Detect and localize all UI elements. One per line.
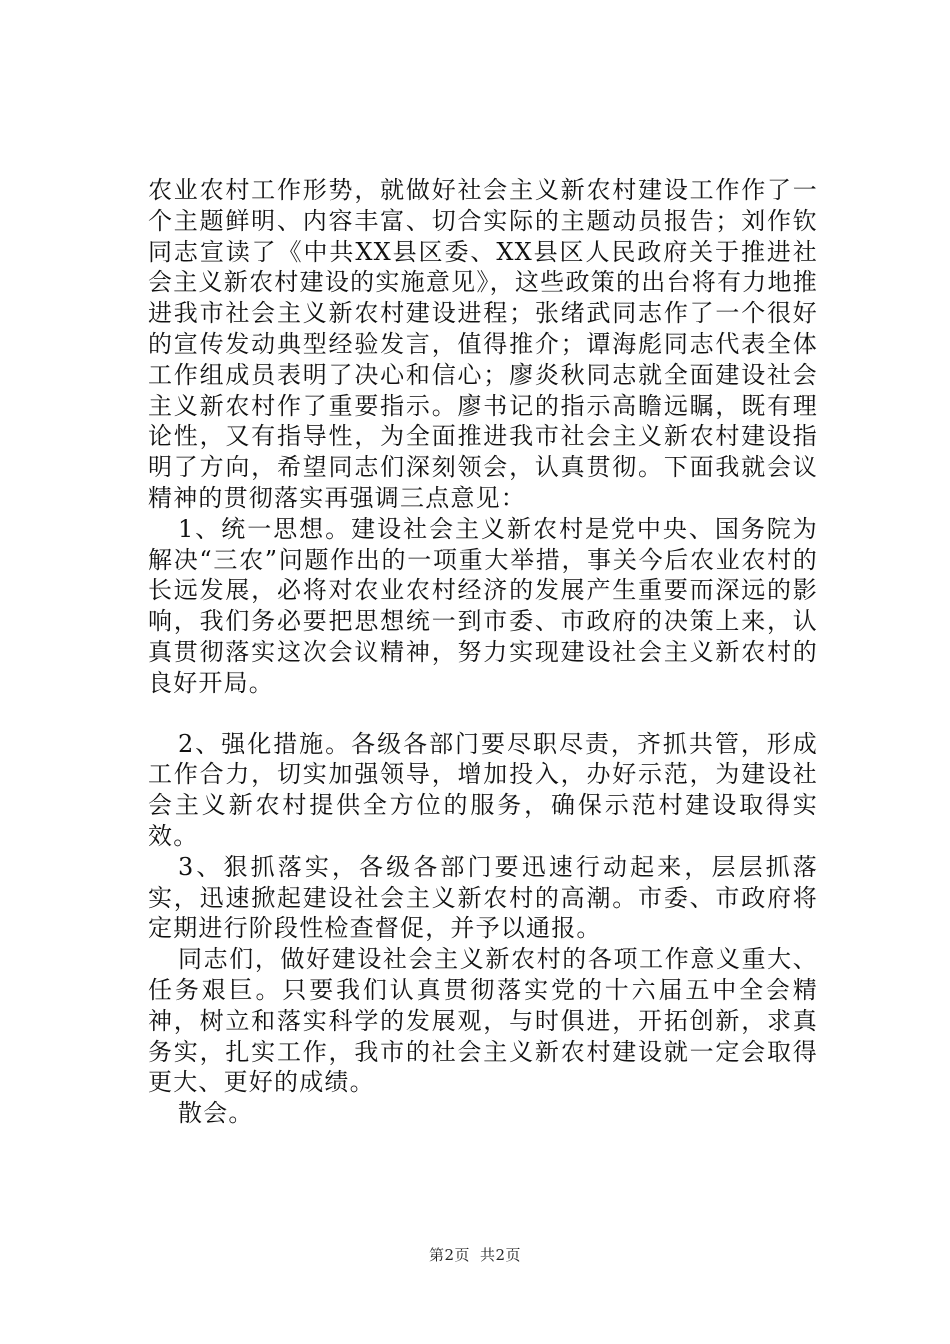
page-footer xyxy=(0,1244,950,1265)
paragraph-point-2: 2、强化措施。各级各部门要尽职尽责，齐抓共管，形成工作合力，切实加强领导，增加投入，办好示范，为建设社会主义新农村提供全方位的服务，确保示范村建设取得实效。 xyxy=(148,729,818,850)
paragraph-point-1: 1、统一思想。建设社会主义新农村是党中央、国务院为解决“三农”问题作出的一项重大举措，事关今后农业农村的长远发展，必将对农业农村经济的发展产生重要而深远的影响，我们务必要把思想统一到市委、市政府的决策上来，认真贯彻落实这次会议精神，努力实现建设社会主义新农村的良好开局。 xyxy=(148,514,818,697)
paragraph-intro: 农业农村工作形势，就做好社会主义新农村建设工作作了一个主题鲜明、内容丰富、切合实际的主题动员报告；刘作钦同志宣读了《中共XX县区委、XX县区人民政府关于推进社会主义新农村建设的实施意见》，这些政策的出台将有力地推进我市社会主义新农村建设进程；张绪武同志作了一个很好的宣传发动典型经验发言，值得推介；谭海彪同志代表全体工作组成员表明了决心和信心；廖炎秋同志就全面建设社会主义新农村作了重要指示。廖书记的指示高瞻远瞩，既有理论性，又有指导性，为全面推进我市社会主义新农村建设指明了方向，希望同志们深刻领会，认真贯彻。下面我就会议精神的贯彻落实再强调三点意见： xyxy=(148,176,818,512)
paragraph-point-3: 3、狠抓落实，各级各部门要迅速行动起来，层层抓落实，迅速掀起建设社会主义新农村的高潮。市委、市政府将定期进行阶段性检查督促，并予以通报。 xyxy=(148,852,818,943)
paragraph-closing: 散会。 xyxy=(178,1099,254,1128)
paragraph-gap xyxy=(148,699,818,729)
page-total: 共2页 xyxy=(480,1246,522,1264)
paragraph-conclusion: 同志们，做好建设社会主义新农村的各项工作意义重大、任务艰巨。只要我们认真贯彻落实党的十六届五中全会精神，树立和落实科学的发展观，与时俱进，开拓创新，求真务实，扎实工作，我市的社会主义新农村建设就一定会取得更大、更好的成绩。 xyxy=(148,945,818,1097)
page-number: 第2页 xyxy=(428,1246,470,1264)
document-body xyxy=(148,175,818,1129)
